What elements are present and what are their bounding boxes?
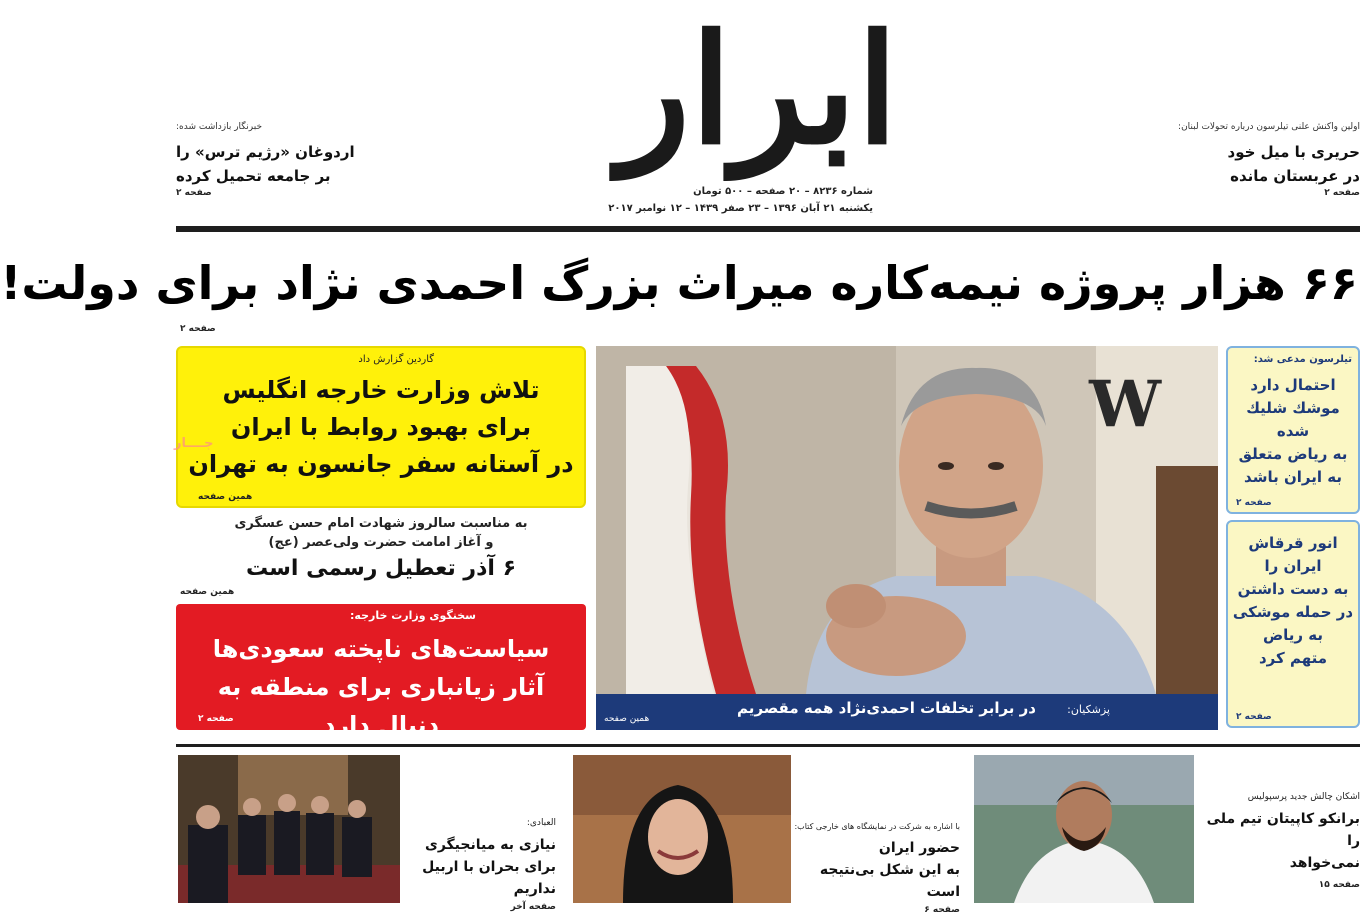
watermark-logo: جــــار (174, 436, 214, 451)
right-story-box-2[interactable] (1226, 520, 1360, 728)
teaser-top-left[interactable] (176, 122, 386, 198)
story-headline (188, 372, 574, 483)
page-ref: صفحه ۲ (176, 188, 212, 198)
bottom-right-story[interactable] (1200, 792, 1360, 890)
page-ref: همین صفحه (180, 587, 235, 597)
page-ref: همین صفحه (604, 714, 650, 724)
story-headline (186, 630, 576, 744)
story-kicker: اشکان چالش جدید پرسپولیس (1247, 792, 1360, 802)
bottom-divider (176, 744, 1360, 747)
headline-line: احتمال دارد (1250, 376, 1336, 394)
bottom-middle-story[interactable] (796, 822, 960, 915)
teaser-line: بر جامعه تحمیل کرده (176, 167, 331, 185)
story-headline (1232, 374, 1354, 489)
bottom-middle-photo[interactable] (573, 755, 791, 903)
teaser-kicker: خبرنگار بازداشت شده: (176, 122, 263, 132)
issue-info: شماره ۸۲۳۶ – ۲۰ صفحه – ۵۰۰ تومان (693, 186, 873, 197)
page-ref: صفحه ۲ (198, 714, 234, 724)
headline-line: آثار زیانباری برای منطقه به دنبال دارد (217, 673, 545, 739)
red-story-box[interactable] (176, 604, 586, 739)
page-ref: صفحه ۱۵ (1318, 880, 1360, 890)
headline-line: ایران را (1264, 557, 1322, 575)
headline-line: تلاش وزارت خارجه انگلیس (222, 376, 540, 404)
right-story-box-1[interactable] (1226, 346, 1360, 514)
page-ref: صفحه ۲ (1324, 188, 1360, 198)
page-ref: صفحه ۶ (924, 905, 960, 915)
story-kicker: با اشاره به شرکت در نمایشگاه های خارجی کتاب: (794, 822, 960, 831)
page-ref: صفحه ۲ (1236, 712, 1272, 722)
page-ref: صفحه ۲ (1236, 498, 1272, 508)
headline-line: حضور ایران (878, 840, 960, 856)
portrait-illustration (596, 346, 1218, 694)
headline-line: به ايران باشد (1244, 468, 1342, 486)
photo-caption-bar[interactable] (596, 694, 1218, 730)
story-kicker: تیلرسون مدعی شد: (1253, 354, 1352, 365)
story-kicker: العبادی: (526, 818, 556, 828)
headline-line: به دست داشتن (1237, 580, 1349, 598)
holiday-story[interactable] (176, 514, 586, 581)
teaser-top-right[interactable] (1140, 122, 1360, 198)
headline-line: برای بهبود روابط با ایران (230, 413, 532, 441)
teaser-kicker: اولین واکنش علنی تیلرسون درباره تحولات لبنان: (1178, 122, 1360, 132)
headline-line: سیاست‌های ناپخته سعودی‌ها (212, 635, 550, 663)
headline-line: نیازی به میانجیگری (425, 837, 556, 853)
headline-line: در آستانه سفر جانسون به تهران (188, 450, 574, 478)
bottom-right-photo[interactable] (974, 755, 1194, 903)
story-subtitle: و آغاز امامت حضرت ولی‌عصر (عج) (268, 535, 494, 550)
bottom-left-photo[interactable] (178, 755, 400, 903)
caption-headline: در برابر تخلفات احمدی‌نژاد همه مقصریم (737, 699, 1036, 717)
main-photo[interactable] (596, 346, 1218, 694)
teaser-line: حریری با میل خود (1227, 143, 1360, 161)
headline-line: متهم کرد (1258, 649, 1328, 667)
headline-line: موشك شليك شده (1246, 399, 1340, 440)
headline-line: انور قرقاش (1248, 534, 1338, 552)
story-headline: ۶ آذر تعطیل رسمی است (245, 556, 517, 581)
woman-illustration (573, 755, 791, 903)
headline-line: در حمله موشکی (1232, 603, 1354, 621)
headline-line: برای بحران با اربیل نداریم (422, 859, 556, 897)
wall-letter: W (1089, 367, 1161, 442)
page-ref: همین صفحه (198, 492, 253, 502)
page-ref: صفحه آخر (510, 902, 556, 912)
headline-line: به ریاض (1262, 626, 1324, 644)
main-headline-page-ref: صفحه ۲ (180, 324, 216, 334)
bottom-left-story[interactable] (406, 818, 556, 912)
story-kicker: سخنگوی وزارت خارجه: (350, 609, 476, 622)
teaser-line: در عربستان مانده (1230, 167, 1360, 185)
teaser-line: اردوغان «رژیم ترس» را (176, 143, 355, 161)
headline-line: برانکو کاپیتان تیم ملی را (1206, 811, 1360, 849)
masthead-divider (176, 226, 1360, 232)
caption-label: پزشکیان: (1067, 703, 1110, 716)
story-headline (1232, 532, 1354, 670)
headline-line: به رياض متعلق (1238, 445, 1348, 463)
headline-line: نمی‌خواهد (1289, 855, 1360, 871)
story-subtitle: به مناسبت سالروز شهادت امام حسن عسگری (234, 516, 528, 531)
main-headline[interactable]: ۶۶ هزار پروژه نیمه‌کاره میراث بزرگ احمدی نژاد برای دولت! (0, 256, 1358, 310)
yellow-story-box[interactable] (176, 346, 586, 508)
newspaper-logo: ابرار (617, 2, 899, 178)
issue-date: یکشنبه ۲۱ آبان ۱۳۹۶ – ۲۳ صفر ۱۴۳۹ – ۱۲ نوامبر ۲۰۱۷ (608, 203, 873, 214)
headline-line: به این شکل بی‌نتیجه است (819, 862, 960, 900)
story-kicker: گاردین گزارش داد (358, 354, 434, 365)
footballer-illustration (974, 755, 1194, 903)
officials-illustration (178, 755, 400, 903)
